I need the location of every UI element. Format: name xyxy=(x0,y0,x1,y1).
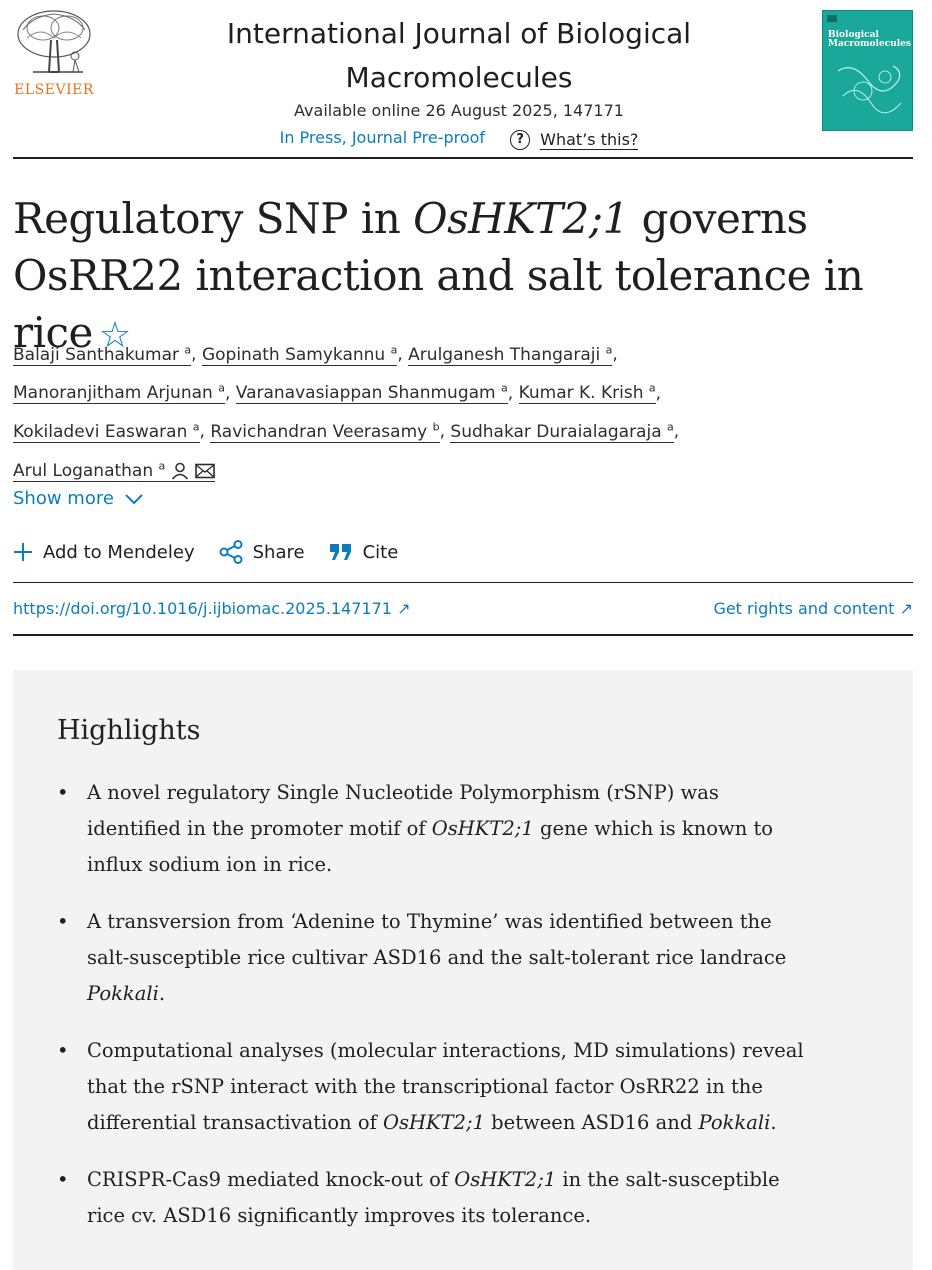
cite-button[interactable] xyxy=(329,542,399,563)
bullet-icon: • xyxy=(57,1039,69,1062)
status-row xyxy=(150,128,768,150)
mail-icon xyxy=(195,463,215,479)
author-name: Ravichandran Veerasamy xyxy=(210,421,428,442)
author-name: Kokiladevi Easwaran xyxy=(13,421,188,442)
author-link[interactable] xyxy=(13,422,200,443)
author-name: Balaji Santhakumar xyxy=(13,344,179,365)
author-link[interactable] xyxy=(408,345,612,366)
author-name: Varanavasiappan Shanmugam xyxy=(235,383,496,404)
author-link[interactable] xyxy=(236,383,508,404)
affiliation-marker: a xyxy=(184,343,192,356)
rights-text: Get rights and content xyxy=(713,599,895,618)
elsevier-logo[interactable] xyxy=(13,8,95,98)
author-name: Arul Loganathan xyxy=(13,460,154,481)
article-actions xyxy=(13,540,422,564)
quote-icon xyxy=(329,542,353,562)
external-arrow-icon: ↗ xyxy=(397,599,411,618)
highlights-heading: Highlights xyxy=(57,715,201,746)
author-name: Kumar K. Krish xyxy=(518,383,644,404)
mendeley-label: Add to Mendeley xyxy=(43,541,195,563)
title-text-start: Regulatory SNP in xyxy=(13,194,414,243)
affiliation-marker: b xyxy=(432,420,440,434)
title-text-end: governs OsRR22 interaction and salt tolerance in rice xyxy=(13,194,864,357)
publisher-wordmark: ELSEVIER xyxy=(14,82,94,98)
journal-title[interactable]: International Journal of Biological Macromolecules xyxy=(226,17,692,94)
author-link[interactable] xyxy=(210,422,439,443)
share-button[interactable] xyxy=(219,540,305,564)
affiliation-marker: a xyxy=(390,343,398,356)
affiliation-marker: a xyxy=(667,420,674,434)
share-label: Share xyxy=(252,541,305,563)
author-name: Gopinath Samykannu xyxy=(201,344,386,365)
affiliation-marker: a xyxy=(605,343,613,356)
show-more-label: Show more xyxy=(13,488,114,509)
highlights-section xyxy=(13,670,913,1270)
author-link[interactable] xyxy=(13,458,215,482)
cite-label: Cite xyxy=(362,541,399,563)
doi-text: https://doi.org/10.1016/j.ijbiomac.2025.147171 xyxy=(13,599,392,618)
star-outline-icon[interactable]: ☆ xyxy=(98,315,131,356)
author-link[interactable] xyxy=(202,345,397,366)
whats-this-label: What’s this? xyxy=(540,130,639,149)
whats-this-link[interactable] xyxy=(510,130,638,150)
external-arrow-icon: ↗ xyxy=(899,599,913,618)
affiliation-marker: a xyxy=(158,458,166,472)
affiliation-marker: a xyxy=(501,381,508,395)
doi-link[interactable] xyxy=(13,599,410,618)
journal-preproof-link[interactable]: In Press, Journal Pre-proof xyxy=(279,128,486,147)
rights-link[interactable] xyxy=(713,599,913,618)
elsevier-tree-icon xyxy=(13,8,95,80)
list-item: • CRISPR-Cas9 mediated knock-out of OsHKT2;1 in the salt-susceptible rice cv. ASD16 significantly improves its tolerance. xyxy=(57,1162,817,1234)
bullet-icon: • xyxy=(57,781,69,804)
bullet-icon: • xyxy=(57,910,69,933)
affiliation-marker: a xyxy=(218,381,225,395)
affiliation-marker: a xyxy=(192,420,200,434)
author-link[interactable] xyxy=(13,345,191,366)
cover-title: Biological Macromolecules xyxy=(828,30,911,49)
availability-date: Available online 26 August 2025, 147171 xyxy=(294,101,624,120)
author-list xyxy=(13,333,913,488)
list-item: • Computational analyses (molecular interactions, MD simulations) reveal that the rSNP interact with the transcriptional factor OsRR22 in the differential transactivation of OsHKT2;1 between ASD16 and Pokkali. xyxy=(57,1033,817,1141)
cover-artwork-icon xyxy=(823,11,912,130)
actions-divider xyxy=(13,582,913,583)
bullet-icon: • xyxy=(57,1168,69,1191)
author-name: Arulganesh Thangaraji xyxy=(408,344,601,365)
links-divider xyxy=(13,634,913,636)
list-item: • A transversion from ‘Adenine to Thymine’ was identified between the salt-susceptible rice cultivar ASD16 and the salt-tolerant rice landrace Pokkali. xyxy=(57,904,817,1012)
chevron-down-icon xyxy=(124,493,144,505)
list-item: • A novel regulatory Single Nucleotide Polymorphism (rSNP) was identified in the promoter motif of OsHKT2;1 gene which is known to influx sodium ion in rice. xyxy=(57,775,817,883)
header-divider xyxy=(13,157,913,159)
affiliation-marker: a xyxy=(648,381,656,395)
article-header xyxy=(0,0,932,160)
person-icon xyxy=(171,462,189,480)
author-name: Manoranjitham Arjunan xyxy=(13,383,213,404)
highlights-list xyxy=(57,775,817,1255)
author-link[interactable] xyxy=(13,383,225,404)
add-to-mendeley-button[interactable] xyxy=(13,542,195,563)
author-link[interactable] xyxy=(519,383,656,404)
authors-container: Balaji Santhakumar $^a$, Gopinath Samykannu $^a$, Arulganesh Thangaraji $^a$, Manoranjitham Arjunan $^a$, Varanavasiappan Shanmugam $^a$, Kumar K. Krish $^a$, Kokiladevi Easwaran $^a$, Ravichandran Veerasamy $^b$, Sudhakar Duraialagaraja $^a$, Arul Loganathan $^a$ xyxy=(13,343,680,481)
plus-icon xyxy=(13,542,33,562)
author-link[interactable] xyxy=(450,422,673,443)
show-more-button[interactable] xyxy=(13,488,144,509)
author-name: Sudhakar Duraialagaraja xyxy=(450,421,662,442)
question-icon: ? xyxy=(510,130,530,150)
title-gene-name: OsHKT2;1 xyxy=(413,194,629,243)
journal-cover-thumbnail[interactable] xyxy=(822,10,913,131)
share-icon xyxy=(219,540,243,564)
